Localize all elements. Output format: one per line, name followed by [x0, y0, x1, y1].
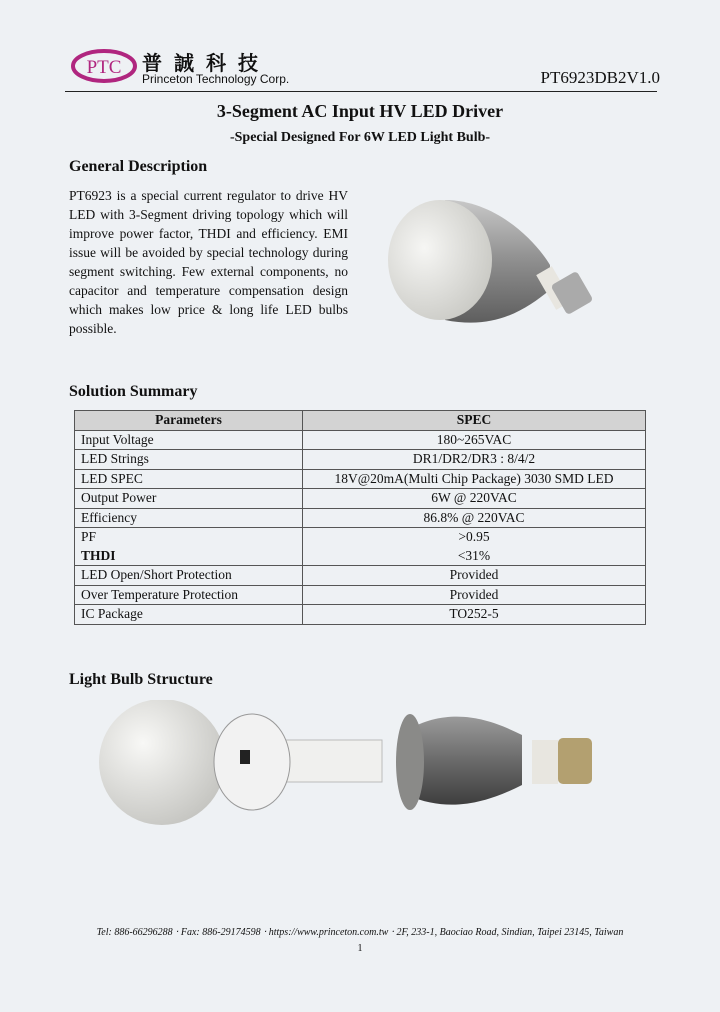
param-cell: LED Open/Short Protection: [75, 566, 303, 586]
param-cell: Output Power: [75, 489, 303, 509]
ptc-logo-icon: [70, 48, 138, 84]
table-row: [75, 566, 646, 586]
spec-cell: Provided: [303, 585, 646, 605]
param-cell: Input Voltage: [75, 430, 303, 450]
header-divider: [65, 91, 657, 92]
spec-cell: DR1/DR2/DR3 : 8/4/2: [303, 450, 646, 470]
spec-cell: 180~265VAC: [303, 430, 646, 450]
param-cell: IC Package: [75, 605, 303, 625]
table-row: [75, 508, 646, 528]
company-name-cn: 普誠科技: [142, 51, 270, 75]
solution-summary-heading: Solution Summary: [69, 383, 198, 400]
table-row: [75, 585, 646, 605]
spec-cell: 86.8% @ 220VAC: [303, 508, 646, 528]
table-header-row: [75, 411, 646, 431]
spec-cell: >0.95: [303, 528, 646, 547]
solution-summary-table: [74, 410, 646, 625]
param-cell: PF: [75, 528, 303, 547]
param-cell: THDI: [75, 547, 303, 566]
param-cell: Over Temperature Protection: [75, 585, 303, 605]
param-cell: LED Strings: [75, 450, 303, 470]
column-header: Parameters: [75, 411, 303, 431]
column-header: SPEC: [303, 411, 646, 431]
general-description-text: PT6923 is a special current regulator to drive HV LED with 3-Segment driving topology which will improve power factor, THDI and efficiency. EMI issue will be avoided by special technology during segment switching. Few external components, no capacitor and temperature compensation design which makes low price & long life LED bulbs possible.: [69, 188, 348, 336]
table-row: [75, 605, 646, 625]
param-cell: LED SPEC: [75, 469, 303, 489]
document-title: 3-Segment AC Input HV LED Driver: [216, 101, 504, 121]
table-row: [75, 489, 646, 509]
table-row: [75, 430, 646, 450]
table-row: [75, 547, 646, 566]
table-row: [75, 469, 646, 489]
light-bulb-structure-heading: Light Bulb Structure: [69, 671, 213, 688]
page-number: 1: [357, 943, 363, 954]
table-row: [75, 528, 646, 547]
general-description-heading: General Description: [69, 158, 208, 175]
table-row: [75, 450, 646, 470]
company-name-en: Princeton Technology Corp.: [142, 72, 290, 86]
document-subtitle: -Special Designed For 6W LED Light Bulb-: [229, 130, 491, 145]
spec-cell: 18V@20mA(Multi Chip Package) 3030 SMD LED: [303, 469, 646, 489]
footer-contact: Tel: 886-66296288 ‧ Fax: 886-29174598 ‧ https://www.princeton.com.tw ‧ 2F, 233-1, Baociao Road, Sindian, Taipei 23145, Taiwan: [96, 927, 624, 938]
spec-cell: Provided: [303, 566, 646, 586]
document-id: PT6923DB2V1.0: [540, 68, 660, 87]
led-bulb-image: [385, 180, 605, 340]
spec-cell: <31%: [303, 547, 646, 566]
svg-text:PTC: PTC: [86, 57, 122, 78]
spec-cell: TO252-5: [303, 605, 646, 625]
exploded-bulb-image: [92, 700, 622, 830]
param-cell: Efficiency: [75, 508, 303, 528]
spec-cell: 6W @ 220VAC: [303, 489, 646, 509]
